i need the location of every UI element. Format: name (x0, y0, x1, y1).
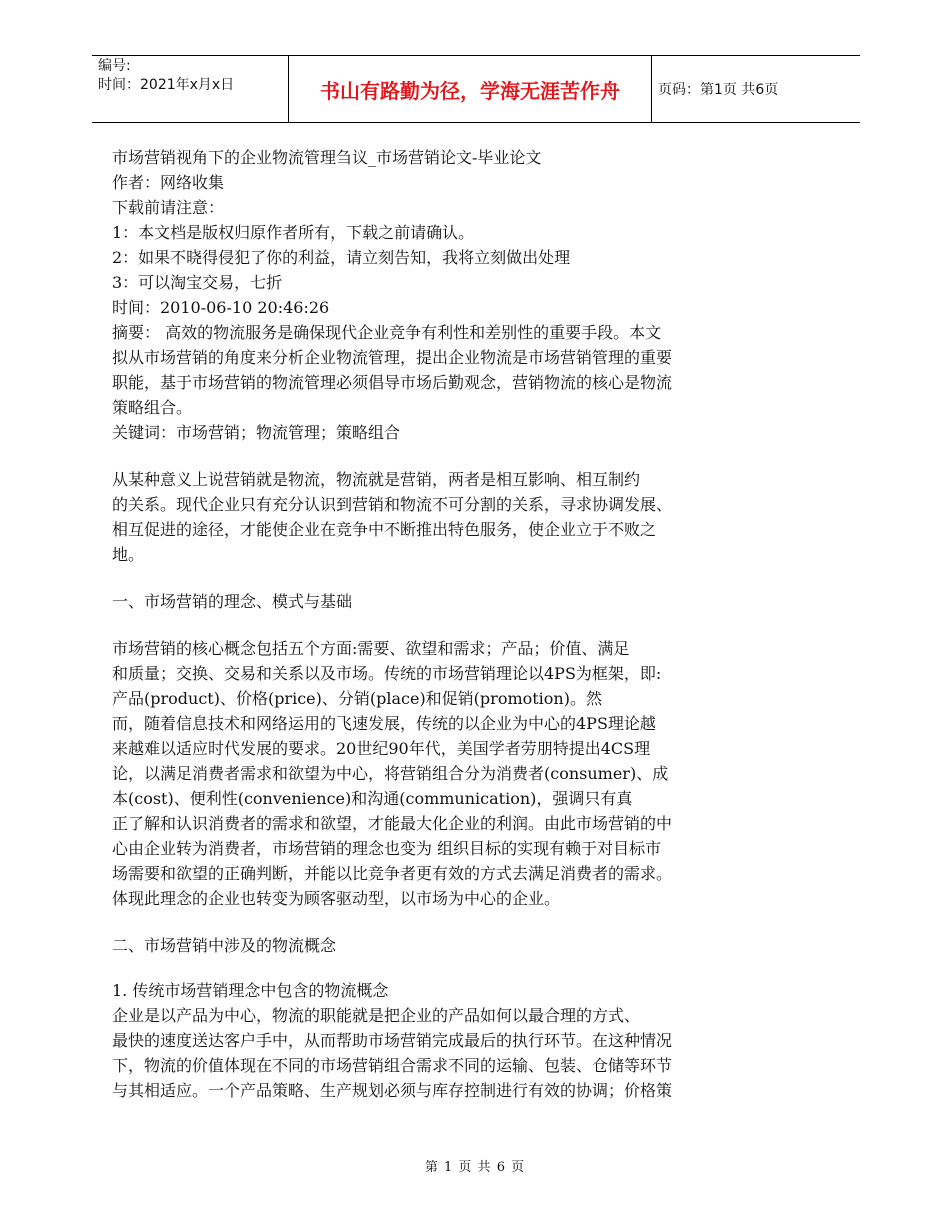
paragraph-line: 的关系。现代企业只有充分认识到营销和物流不可分割的关系，寻求协调发展、 (112, 495, 673, 514)
paragraph-line: 和质量；交换、交易和关系以及市场。传统的市场营销理论以4PS为框架，即: (112, 664, 662, 683)
intro-paragraph (112, 467, 772, 567)
page-header (92, 55, 860, 123)
paragraph-line: 从某种意义上说营销就是物流，物流就是营销，两者是相互影响、相互制约 (112, 470, 641, 489)
paragraph-line: 场需要和欲望的正确判断，并能以比竞争者更有效的方式去满足消费者的需求。 (112, 864, 673, 883)
paragraph-line: 市场营销的核心概念包括五个方面:需要、欲望和需求；产品；价值、满足 (112, 639, 630, 658)
paragraph-line: 下，物流的价值体现在不同的市场营销组合需求不同的运输、包装、仓储等环节 (112, 1056, 673, 1075)
timestamp-line: 时间：2010-06-10 20:46:26 (112, 298, 330, 317)
document-number-label: 编号: (98, 58, 131, 74)
document-body (112, 145, 772, 1103)
document-date: 时间：2021年x月x日 (98, 77, 235, 93)
paragraph-line: 最快的速度送达客户手中，从而帮助市场营销完成最后的执行环节。在这种情况 (112, 1031, 673, 1050)
subsection-heading: 1. 传统市场营销理念中包含的物流概念 (112, 981, 389, 1000)
spacer (112, 911, 772, 933)
paragraph-line: 本(cost)、便利性(convenience)和沟通(communication)，强调只有真 (112, 789, 633, 808)
abstract-line: 职能，基于市场营销的物流管理必须倡导市场后勤观念，营销物流的核心是物流 (112, 373, 673, 392)
notice-item: 2：如果不晓得侵犯了你的利益，请立刻告知，我将立刻做出处理 (112, 248, 571, 267)
paragraph-line: 企业是以产品为中心，物流的职能就是把企业的产品如何以最合理的方式、 (112, 1006, 641, 1025)
paragraph-line: 论，以满足消费者需求和欲望为中心，将营销组合分为消费者(consumer)、成 (112, 764, 669, 783)
abstract-line: 拟从市场营销的角度来分析企业物流管理，提出企业物流是市场营销管理的重要 (112, 348, 673, 367)
paragraph-line: 与其相适应。一个产品策略、生产规划必须与库存控制进行有效的协调；价格策 (112, 1081, 673, 1100)
spacer (112, 567, 772, 589)
meta-block (112, 145, 772, 320)
section-heading: 二、市场营销中涉及的物流概念 (112, 936, 337, 955)
header-meta (98, 57, 276, 95)
spacer (112, 614, 772, 636)
notice-heading: 下载前请注意： (112, 198, 225, 217)
section1-paragraph (112, 636, 772, 911)
paragraph-line: 来越难以适应时代发展的要求。20世纪90年代，美国学者劳朋特提出4CS理 (112, 739, 651, 758)
keywords-line: 关键词：市场营销；物流管理；策略组合 (112, 423, 401, 442)
paragraph-line: 心由企业转为消费者，市场营销的理念也变为 组织目标的实现有赖于对目标市 (112, 839, 662, 858)
abstract-block (112, 320, 772, 445)
abstract-line: 策略组合。 (112, 398, 193, 417)
header-motto: 书山有路勤为径，学海无涯苦作舟 (288, 56, 652, 122)
author-line: 作者：网络收集 (112, 173, 225, 192)
section-heading: 一、市场营销的理念、模式与基础 (112, 592, 353, 611)
spacer (112, 958, 772, 978)
notice-item: 1：本文档是版权归原作者所有，下载之前请确认。 (112, 223, 475, 242)
paragraph-line: 体现此理念的企业也转变为顾客驱动型，以市场为中心的企业。 (112, 889, 561, 908)
document-title: 市场营销视角下的企业物流管理刍议_市场营销论文-毕业论文 (112, 148, 542, 167)
notice-item: 3：可以淘宝交易，七折 (112, 273, 283, 292)
paragraph-line: 地。 (112, 545, 145, 564)
page-footer: 第 1 页 共 6 页 (424, 1160, 526, 1175)
paragraph-line: 相互促进的途径，才能使企业在竞争中不断推出特色服务，使企业立于不败之 (112, 520, 657, 539)
subsection1-paragraph (112, 1003, 772, 1103)
paragraph-line: 产品(product)、价格(price)、分销(place)和促销(promotion)。然 (112, 689, 602, 708)
spacer (112, 445, 772, 467)
header-page-info: 页码：第1页 共6页 (658, 82, 779, 98)
abstract-line: 摘要： 高效的物流服务是确保现代企业竞争有利性和差别性的重要手段。本文 (112, 323, 662, 342)
paragraph-line: 正了解和认识消费者的需求和欲望，才能最大化企业的利润。由此市场营销的中 (112, 814, 673, 833)
paragraph-line: 而，随着信息技术和网络运用的飞速发展，传统的以企业为中心的4PS理论越 (112, 714, 656, 733)
